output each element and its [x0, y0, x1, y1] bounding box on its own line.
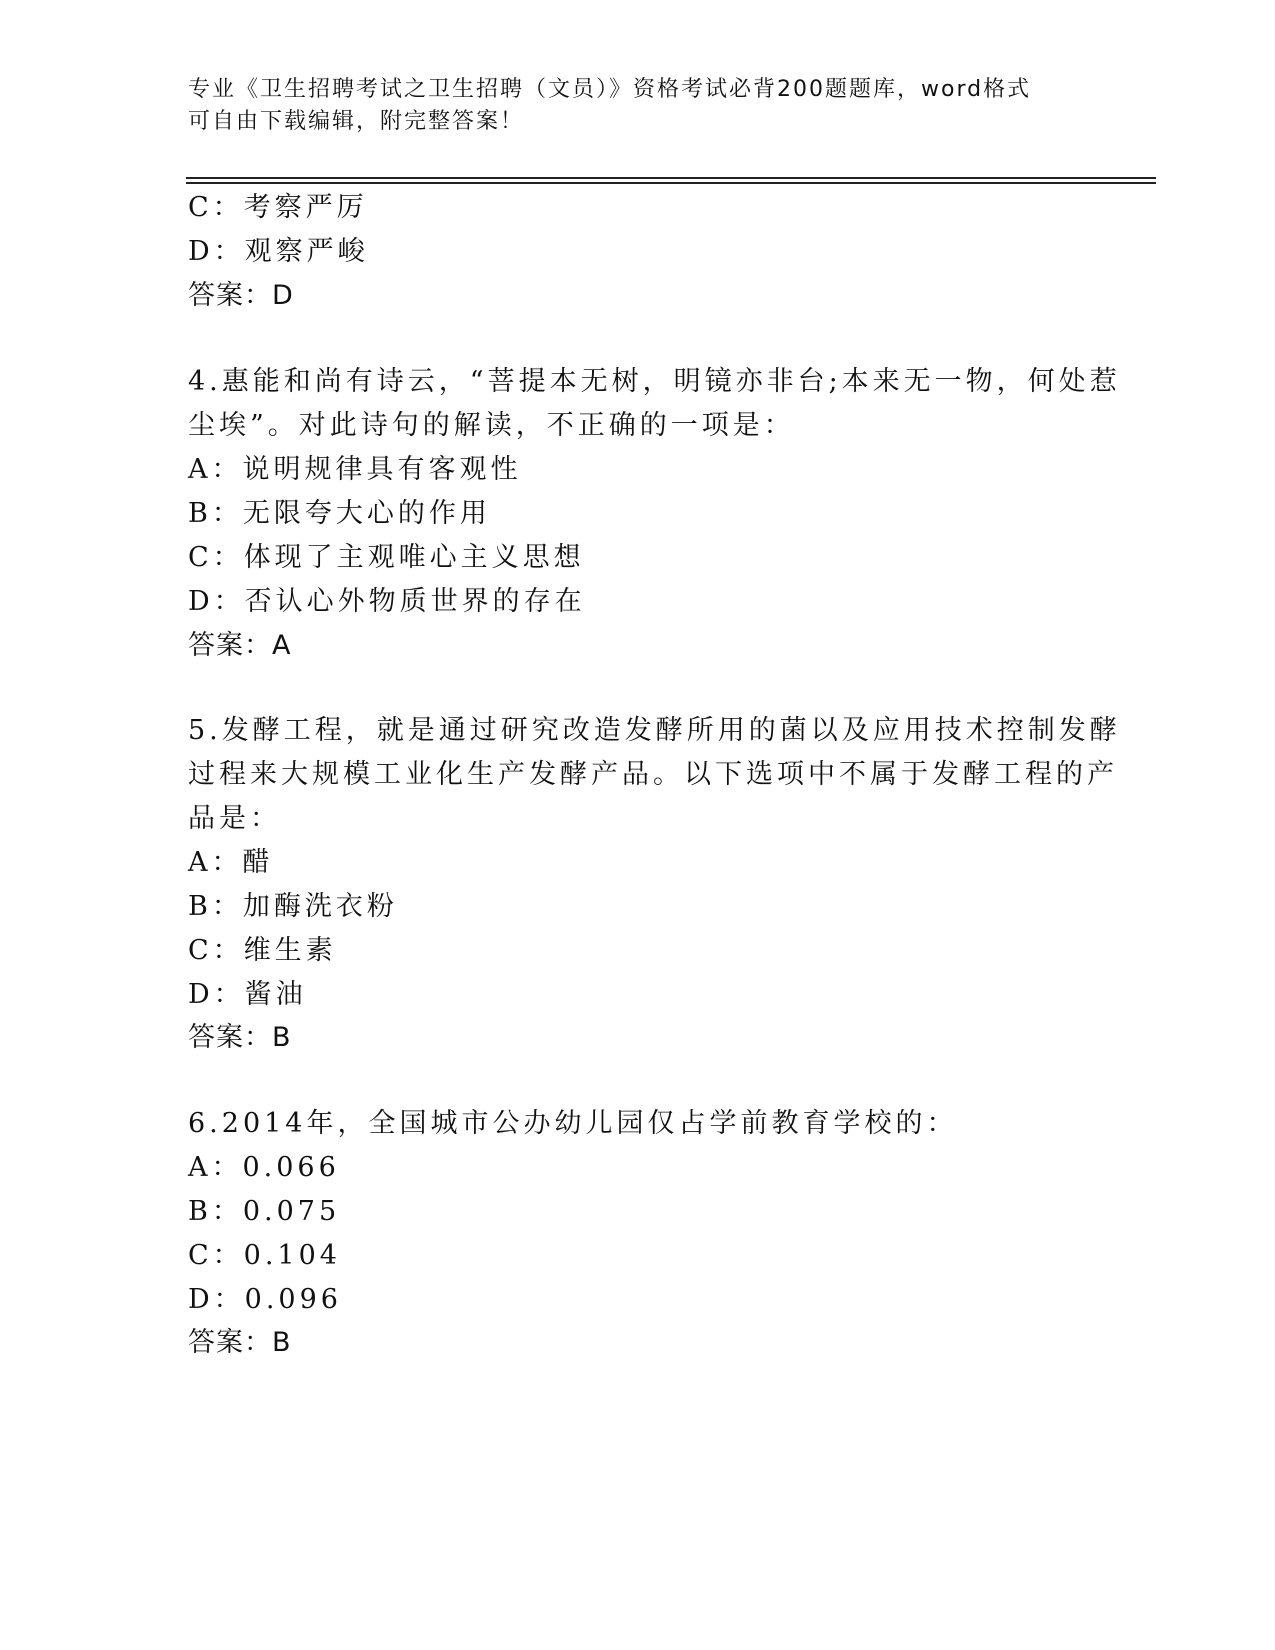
q5-stem-line-1: 5.发酵工程，就是通过研究改造发酵所用的菌以及应用技术控制发酵 [188, 715, 1121, 746]
q4-option-d: D：否认心外物质世界的存在 [188, 586, 586, 617]
q6-answer: 答案：B [188, 1327, 292, 1358]
header-line-1: 专业《卫生招聘考试之卫生招聘（文员）》资格考试必背200题题库，word格式 [188, 77, 1032, 102]
q5-option-a: A：醋 [188, 847, 274, 878]
q6-option-b: B：0.075 [188, 1196, 341, 1227]
q3-answer: 答案：D [188, 280, 294, 311]
q4-option-c: C：体现了主观唯心主义思想 [188, 542, 585, 573]
header-divider-top [186, 177, 1156, 179]
q5-option-d: D：酱油 [188, 979, 307, 1010]
q5-option-b: B：加酶洗衣粉 [188, 891, 398, 922]
q6-option-c: C：0.104 [188, 1240, 341, 1271]
header-divider-bottom [186, 182, 1156, 184]
q6-option-d: D：0.096 [188, 1284, 342, 1315]
q5-stem-line-2: 过程来大规模工业化生产发酵产品。以下选项中不属于发酵工程的产 [188, 759, 1118, 790]
q4-stem-line-2: 尘埃”。对此诗句的解读，不正确的一项是： [188, 410, 795, 441]
q5-answer: 答案：B [188, 1022, 292, 1053]
q5-stem-line-3: 品是： [188, 803, 281, 834]
q4-option-a: A：说明规律具有客观性 [188, 454, 522, 485]
q6-option-a: A：0.066 [188, 1152, 340, 1183]
q4-stem-line-1: 4.惠能和尚有诗云，“菩提本无树，明镜亦非台;本来无一物，何处惹 [188, 366, 1121, 397]
document-header [188, 74, 1068, 138]
header-line-2: 可自由下载编辑，附完整答案！ [188, 109, 525, 134]
q4-option-b: B：无限夸大心的作用 [188, 498, 491, 529]
q3-option-c: C：考察严厉 [188, 192, 368, 223]
q3-option-d: D：观察严峻 [188, 236, 369, 267]
q4-answer: 答案：A [188, 630, 292, 661]
q5-option-c: C：维生素 [188, 935, 337, 966]
q6-stem-line-1: 6.2014年，全国城市公办幼儿园仅占学前教育学校的： [188, 1108, 958, 1139]
